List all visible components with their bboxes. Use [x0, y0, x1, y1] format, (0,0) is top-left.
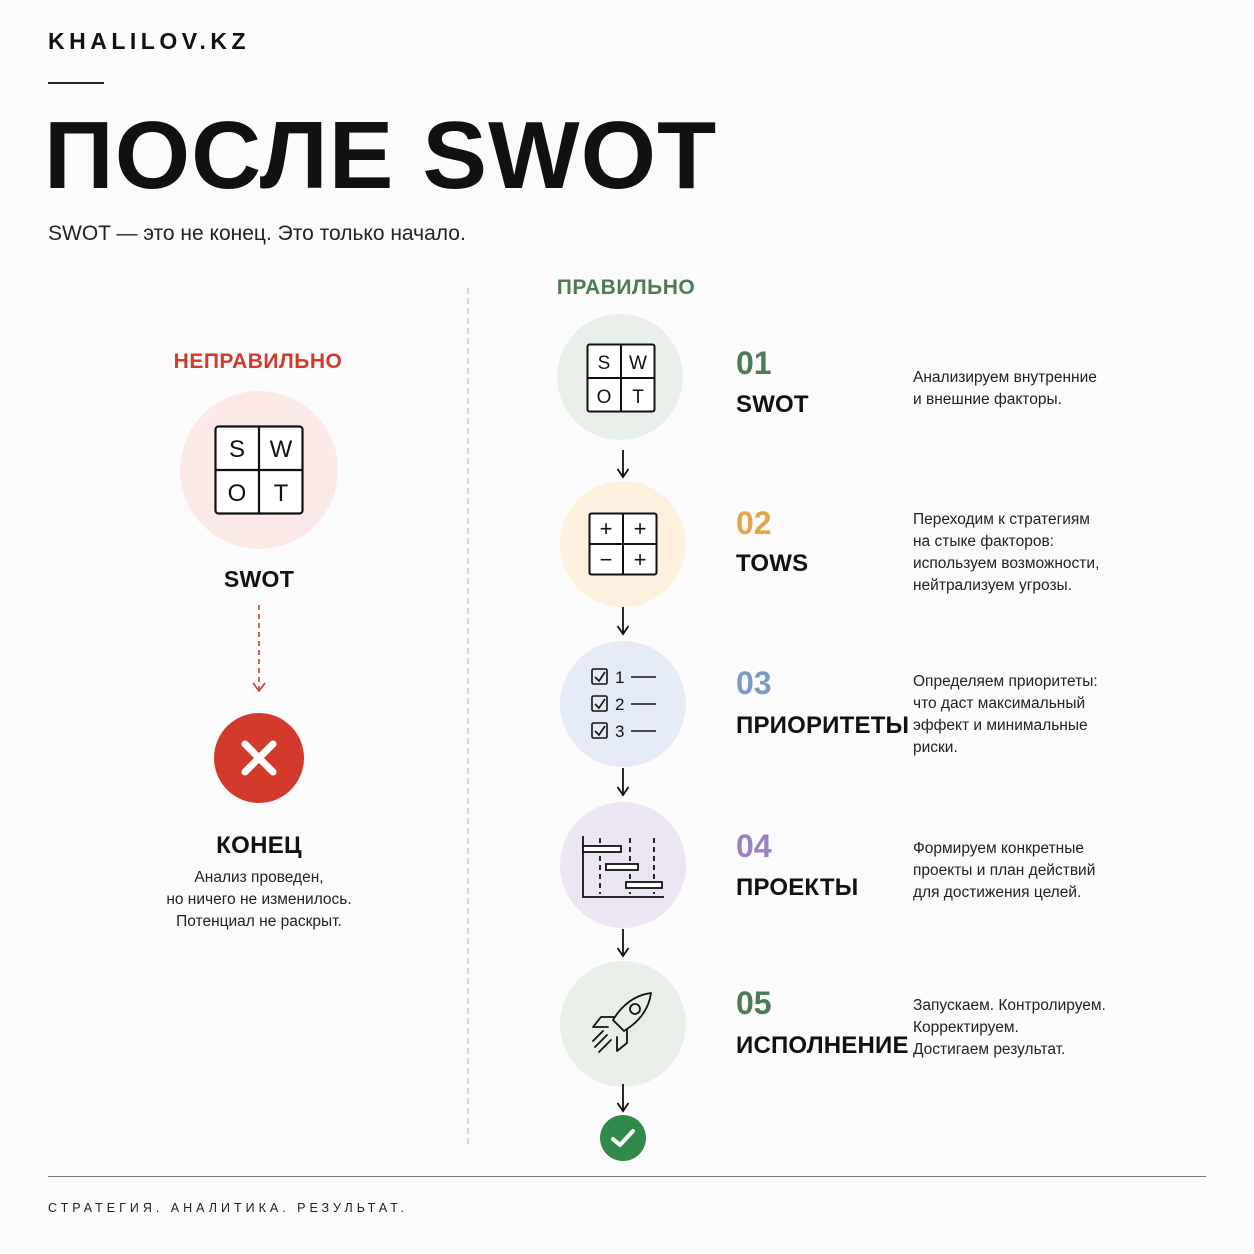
step-description-line: Определяем приоритеты:	[913, 673, 1098, 690]
brand-name: KHALILOV.KZ	[48, 28, 250, 54]
step-description	[913, 671, 1098, 759]
step-description-line: риски.	[913, 739, 958, 756]
sign-plus: +	[599, 516, 613, 541]
step-circle-tows	[560, 481, 686, 607]
sign-minus: −	[599, 547, 613, 572]
swot-letter-t: T	[632, 387, 644, 408]
step-description-line: нейтрализуем угрозы.	[913, 577, 1072, 594]
close-icon	[239, 738, 279, 778]
right-heading: ПРАВИЛЬНО	[556, 276, 696, 299]
page-subtitle: SWOT — это не конец. Это только начало.	[48, 222, 466, 245]
arrow-down-icon	[616, 449, 630, 479]
checklist-icon	[590, 666, 662, 742]
swot-letter-o: O	[596, 387, 612, 408]
step-description	[913, 509, 1099, 597]
footer-divider	[48, 1176, 1206, 1177]
step-number: 03	[736, 665, 772, 701]
step-description-line: проекты и план действий	[913, 862, 1096, 879]
step-description-line: Переходим к стратегиям	[913, 511, 1090, 528]
step-description	[913, 367, 1097, 411]
gantt-chart-icon	[580, 834, 666, 900]
final-check-badge	[600, 1115, 646, 1161]
column-divider	[467, 288, 469, 1144]
step-circle-execution	[560, 961, 686, 1087]
end-title: КОНЕЦ	[216, 832, 302, 859]
arrow-down-icon	[616, 767, 630, 797]
dashed-arrow-down-icon	[252, 605, 266, 695]
step-description-line: используем возможности,	[913, 555, 1100, 572]
step-description	[913, 995, 1106, 1061]
arrow-down-icon	[616, 606, 630, 636]
swot-grid-icon	[586, 343, 656, 413]
arrow-down-icon	[616, 1083, 630, 1113]
swot-letter-t: T	[273, 480, 289, 507]
check-icon	[610, 1126, 636, 1150]
swot-letter-o: O	[227, 480, 247, 507]
step-description	[913, 838, 1095, 904]
swot-grid-icon	[214, 425, 304, 515]
step-description-line: и внешние факторы.	[913, 391, 1062, 408]
step-description-line: что даст максимальный	[913, 695, 1086, 712]
step-number: 05	[736, 985, 772, 1021]
sign-plus: +	[633, 516, 647, 541]
step-description-line: Анализируем внутренние	[913, 369, 1097, 386]
step-description-line: на стыке факторов:	[913, 533, 1055, 550]
step-circle-swot	[557, 314, 683, 440]
priority-number: 1	[615, 668, 625, 687]
step-name: ПРОЕКТЫ	[736, 874, 859, 901]
end-line: Потенциал не раскрыт.	[176, 913, 342, 930]
end-description	[129, 867, 389, 933]
rocket-icon	[587, 987, 661, 1061]
step-description-line: Запускаем. Контролируем.	[913, 997, 1106, 1014]
step-circle-projects	[560, 802, 686, 928]
swot-letter-s: S	[597, 353, 611, 374]
end-line: но ничего не изменилось.	[166, 891, 352, 908]
end-x-badge	[214, 713, 304, 803]
swot-letter-s: S	[228, 436, 246, 463]
step-circle-priorities	[560, 641, 686, 767]
wrong-heading: НЕПРАВИЛЬНО	[173, 350, 343, 373]
sign-plus: +	[633, 547, 647, 572]
step-name: ИСПОЛНЕНИЕ	[736, 1032, 909, 1059]
footer-tagline: СТРАТЕГИЯ. АНАЛИТИКА. РЕЗУЛЬТАТ.	[48, 1201, 408, 1215]
arrow-down-icon	[616, 928, 630, 958]
step-number: 04	[736, 828, 772, 864]
step-description-line: Корректируем.	[913, 1019, 1019, 1036]
step-number: 01	[736, 345, 772, 381]
priority-number: 3	[615, 722, 625, 741]
plus-minus-grid-icon	[588, 512, 658, 576]
wrong-swot-circle	[180, 391, 338, 549]
step-name: ПРИОРИТЕТЫ	[736, 712, 910, 739]
step-number: 02	[736, 505, 772, 541]
end-line: Анализ проведен,	[194, 869, 324, 886]
step-description-line: для достижения целей.	[913, 884, 1082, 901]
page-title: ПОСЛЕ SWOT	[44, 102, 718, 209]
wrong-swot-label: SWOT	[223, 566, 295, 592]
brand-underline	[48, 82, 104, 84]
step-description-line: эффект и минимальные	[913, 717, 1088, 734]
step-name: TOWS	[736, 550, 809, 577]
step-description-line: Формируем конкретные	[913, 840, 1085, 857]
priority-number: 2	[615, 695, 625, 714]
swot-letter-w: W	[629, 353, 647, 374]
step-description-line: Достигаем результат.	[913, 1041, 1066, 1058]
step-name: SWOT	[736, 391, 809, 418]
swot-letter-w: W	[269, 436, 293, 463]
